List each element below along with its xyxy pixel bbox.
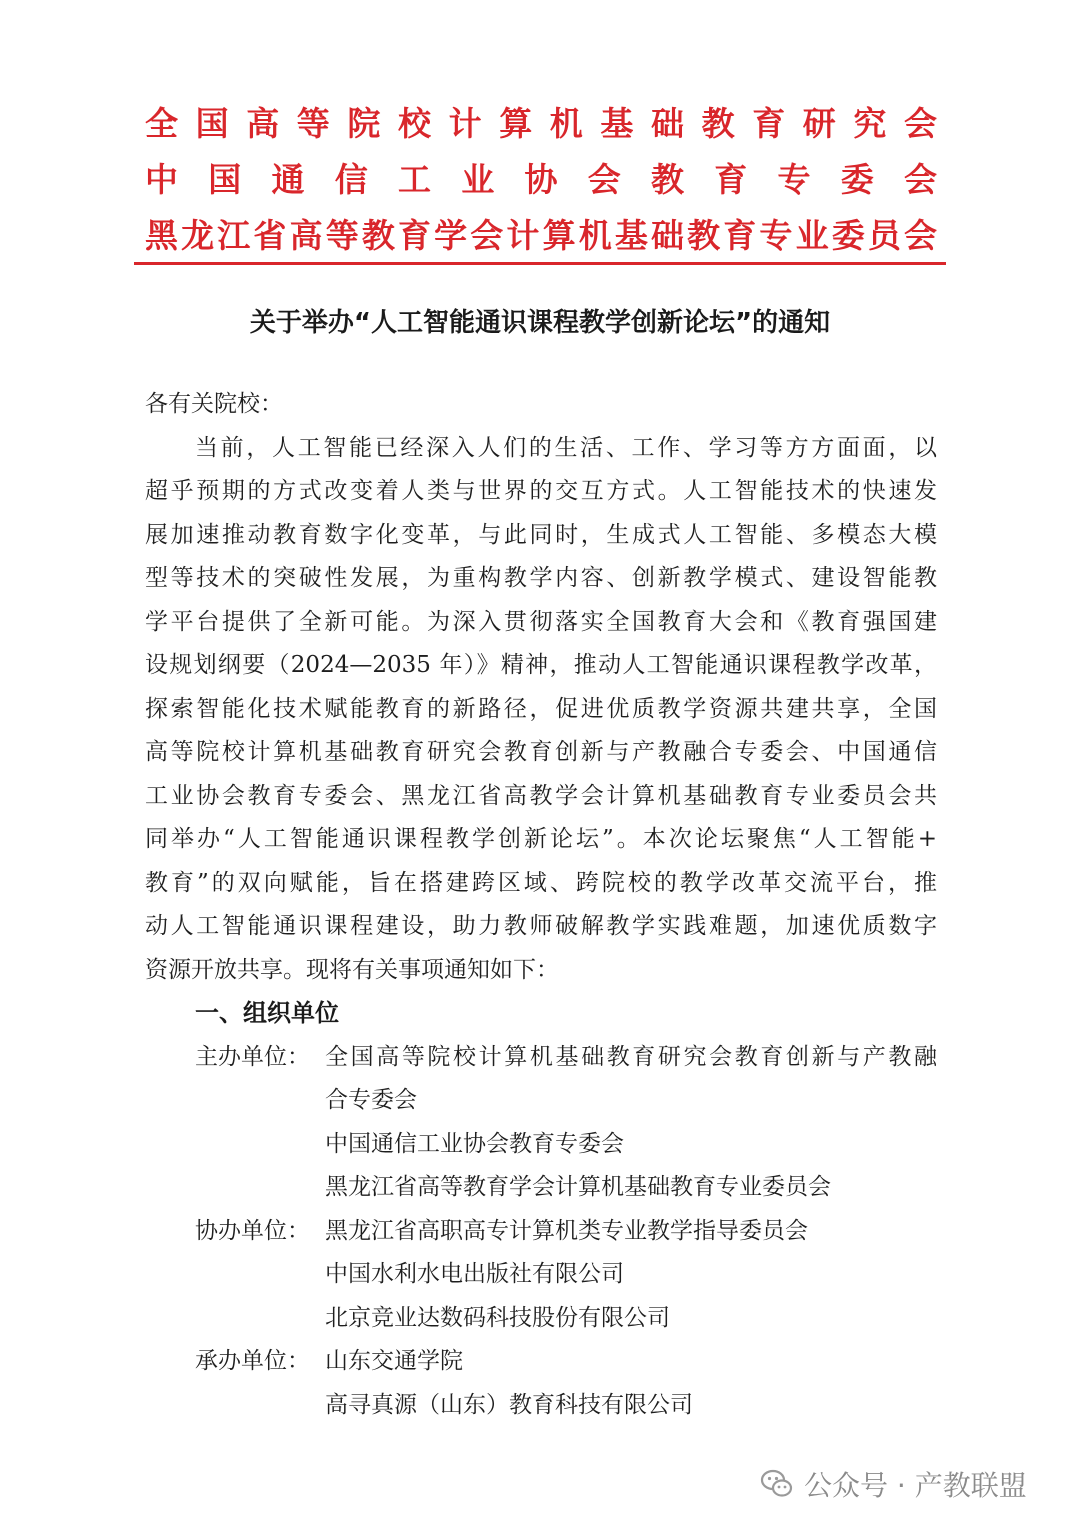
body-line: 设规划纲要（2024—2035 年）》精神，推动人工智能通识课程教学改革， — [145, 652, 937, 678]
undertaker-item: 高寻真源（山东）教育科技有限公司 — [325, 1392, 693, 1418]
body-line: 动人工智能通识课程建设，助力教师破解教学实践难题，加速优质数字 — [145, 913, 937, 939]
letterhead-line-3: 黑龙江省高等教育学会计算机基础教育专业委员会 — [145, 216, 937, 255]
body-line: 学平台提供了全新可能。为深入贯彻落实全国教育大会和《教育强国建 — [145, 609, 937, 635]
body-line: 资源开放共享。现将有关事项通知如下： — [145, 957, 559, 983]
undertaker-item: 山东交通学院 — [325, 1348, 463, 1374]
letterhead-line-1: 全国高等院校计算机基础教育研究会 — [145, 104, 937, 143]
letterhead-divider — [134, 262, 946, 265]
host-item: 黑龙江省高等教育学会计算机基础教育专业委员会 — [325, 1174, 831, 1200]
body-line: 展加速推动教育数字化变革，与此同时，生成式人工智能、多模态大模 — [145, 522, 937, 548]
body-line: 探索智能化技术赋能教育的新路径，促进优质教学资源共建共享，全国 — [145, 696, 937, 722]
co-organizer-item: 黑龙江省高职高专计算机类专业教学指导委员会 — [325, 1218, 808, 1244]
host-label: 主办单位： — [195, 1044, 310, 1070]
notice-title: 关于举办“人工智能通识课程教学创新论坛”的通知 — [249, 308, 831, 338]
co-organizer-item: 中国水利水电出版社有限公司 — [325, 1261, 624, 1287]
host-item: 合专委会 — [325, 1087, 417, 1113]
body-line: 型等技术的突破性发展，为重构教学内容、创新教学模式、建设智能教 — [145, 565, 937, 591]
watermark-text: 公众号 · 产教联盟 — [804, 1469, 1027, 1502]
body-line: 同举办“人工智能通识课程教学创新论坛”。本次论坛聚焦“人工智能+ — [145, 826, 937, 852]
salutation: 各有关院校： — [145, 391, 283, 417]
undertaker-label: 承办单位： — [195, 1348, 310, 1374]
co-organizer-item: 北京竞业达数码科技股份有限公司 — [325, 1305, 670, 1331]
co-organizer-label: 协办单位： — [195, 1218, 310, 1244]
body-line: 教育”的双向赋能，旨在搭建跨区域、跨院校的教学改革交流平台，推 — [145, 870, 937, 896]
wechat-watermark — [760, 1462, 1027, 1506]
body-line: 工业协会教育专委会、黑龙江省高教学会计算机基础教育专业委员会共 — [145, 783, 937, 809]
letterhead-line-2: 中国通信工业协会教育专委会 — [145, 160, 937, 199]
wechat-icon — [760, 1467, 794, 1501]
host-item: 全国高等院校计算机基础教育研究会教育创新与产教融 — [325, 1044, 937, 1070]
body-line: 当前，人工智能已经深入人们的生活、工作、学习等方方面面，以 — [195, 435, 937, 461]
host-item: 中国通信工业协会教育专委会 — [325, 1131, 624, 1157]
body-line: 高等院校计算机基础教育研究会教育创新与产教融合专委会、中国通信 — [145, 739, 937, 765]
section-heading-organizers: 一、组织单位 — [195, 999, 339, 1027]
body-line: 超乎预期的方式改变着人类与世界的交互方式。人工智能技术的快速发 — [145, 478, 937, 504]
